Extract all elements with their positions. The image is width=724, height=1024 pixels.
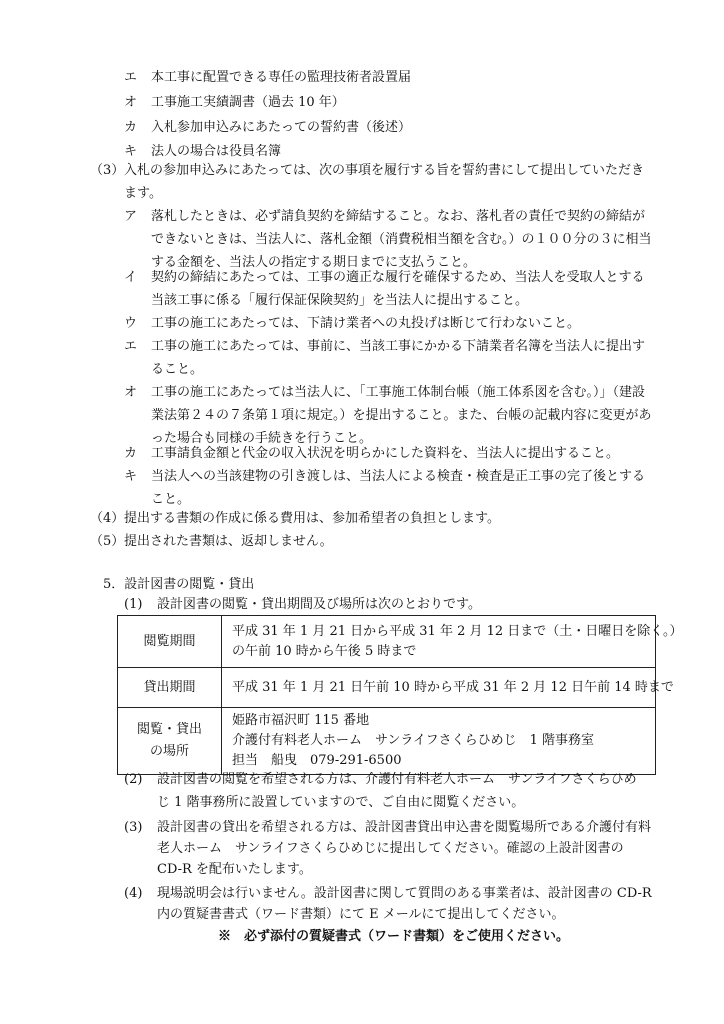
value-line: の午前 10 時から午後 5 時まで (232, 643, 417, 659)
section-text: 提出された書類は、返却しません。 (124, 534, 333, 549)
value-line: 介護付有料老人ホーム サンライフさくらひめじ 1 階事務室 (232, 733, 594, 748)
item-text-line: じ 1 階事務所に設置していますので、ご自由に閲覧ください。 (157, 795, 525, 810)
item-text-line: 設計図書の閲覧を希望される方は、介護付有料老人ホーム サンライフさくらひめ (157, 772, 637, 787)
item-text-line: 工事請負金額と代金の収入状況を明らかにした資料を、当法人に提出すること。 (151, 446, 620, 461)
value-line: 担当 船曳 079-291-6500 (232, 753, 402, 768)
item-text: 工事施工実績調書（過去 10 年） (151, 95, 345, 110)
item-text-line: 工事の施工にあたっては当法人に、「工事施工体制台帳（施工体系図を含む。）」（建設 (151, 385, 646, 400)
item-text: 法人の場合は役員名簿 (151, 144, 282, 159)
item-marker: (1) (124, 597, 143, 612)
value-line: 平成 31 年 1 月 21 日から平成 31 年 2 月 12 日まで（土・日曜日を除く。） (232, 623, 683, 639)
item-marker: (3) (124, 820, 143, 835)
label-line: 閲覧・貸出 (136, 722, 202, 737)
item-text-line: 工事の施工にあたっては、下請け業者への丸投げは断じて行わないこと。 (151, 316, 581, 331)
item-text-line: する金額を、当法人の指定する期日までに支払うこと。 (151, 255, 477, 270)
item-text-line: CD-R を配布いたします。 (157, 862, 312, 877)
label-line: の場所 (149, 744, 189, 759)
item-text-line: 契約の締結にあたっては、工事の適正な履行を確保するため、当法人を受取人とする (151, 270, 645, 285)
item-text: 設計図書の閲覧・貸出期間及び場所は次のとおりです。 (157, 597, 481, 612)
item-marker: ア (124, 209, 138, 224)
section-marker: （4） (90, 511, 125, 526)
usage-note: ※ 必ず添付の質疑書式（ワード書類）をご使用ください。 (218, 929, 570, 944)
item-text-line: こと。 (151, 492, 191, 507)
item-marker: (2) (124, 772, 143, 787)
table-value (222, 616, 683, 668)
chapter-heading: 5．設計図書の閲覧・貸出 (103, 577, 255, 592)
schedule-table (117, 615, 683, 775)
item-text-line: ること。 (151, 362, 204, 377)
value-line: 平成 31 年 1 月 21 日午前 10 時から平成 31 年 2 月 12 日午前 14 時まで (232, 679, 674, 695)
value-line: 姫路市福沢町 115 番地 (232, 713, 370, 728)
table-row (118, 616, 656, 668)
label-text: 貸出期間 (143, 679, 196, 695)
item-text-line: 当該工事に係る「履行保証保険契約」を当法人に提出すること。 (151, 293, 529, 308)
section-text-line: ます。 (124, 186, 162, 201)
item-text-line: 当法人への当該建物の引き渡しは、当法人による検査・検査是正工事の完了後とする (151, 469, 646, 484)
item-marker: カ (124, 446, 138, 461)
label-text: 閲覧期間 (143, 633, 196, 649)
table-label (118, 708, 222, 775)
table-row (118, 668, 656, 708)
item-text-line: できないときは、当法人に、落札金額（消費税相当額を含む。）の１００分の３に相当 (151, 232, 652, 247)
item-text-line: 老人ホーム サンライフさくらひめじに提出してください。確認の上設計図書の (157, 841, 624, 856)
item-text-line: 内の質疑書書式（ワード書類）にて E メールにて提出してください。 (157, 907, 565, 922)
item-marker: キ (124, 144, 138, 159)
item-text-line: 工事の施工にあたっては、事前に、当該工事にかかる下請業者名簿を当法人に提出す (151, 339, 646, 354)
item-marker: キ (124, 469, 138, 484)
item-marker: (4) (124, 886, 143, 901)
item-marker: エ (124, 70, 138, 85)
item-text-line: った場合も同様の手続きを行うこと。 (151, 431, 373, 446)
item-text-line: 設計図書の貸出を希望される方は、設計図書貸出申込書を閲覧場所である介護付有料 (157, 820, 652, 835)
item-text: 入札参加申込みにあたっての誓約書（後述） (151, 120, 412, 135)
item-text-line: 落札したときは、必ず請負契約を締結すること。なお、落札者の責任で契約の締結が (151, 209, 646, 224)
item-text-line: 業法第２４の７条第１項に規定。）を提出すること。また、台帳の記載内容に変更があ (151, 408, 652, 423)
item-marker: オ (124, 95, 138, 110)
item-marker: カ (124, 120, 138, 135)
item-text: 本工事に配置できる専任の監理技術者設置届 (151, 70, 412, 85)
table-value (222, 668, 674, 708)
table-row (118, 708, 656, 775)
section-text-line: 入札の参加申込みにあたっては、次の事項を履行する旨を誓約書にして提出していただき (124, 163, 645, 178)
section-marker: （3） (90, 163, 125, 178)
item-text-line: 現場説明会は行いません。設計図書に関して質問のある事業者は、設計図書の CD-R (157, 886, 652, 901)
section-text: 提出する書類の作成に係る費用は、参加希望者の負担とします。 (124, 511, 500, 526)
item-marker: ウ (124, 316, 138, 331)
item-marker: イ (124, 270, 138, 285)
item-marker: エ (124, 339, 138, 354)
table-label (118, 616, 222, 668)
item-marker: オ (124, 385, 138, 400)
table-label (118, 668, 222, 708)
table-value (222, 708, 656, 775)
section-marker: （5） (90, 534, 125, 549)
